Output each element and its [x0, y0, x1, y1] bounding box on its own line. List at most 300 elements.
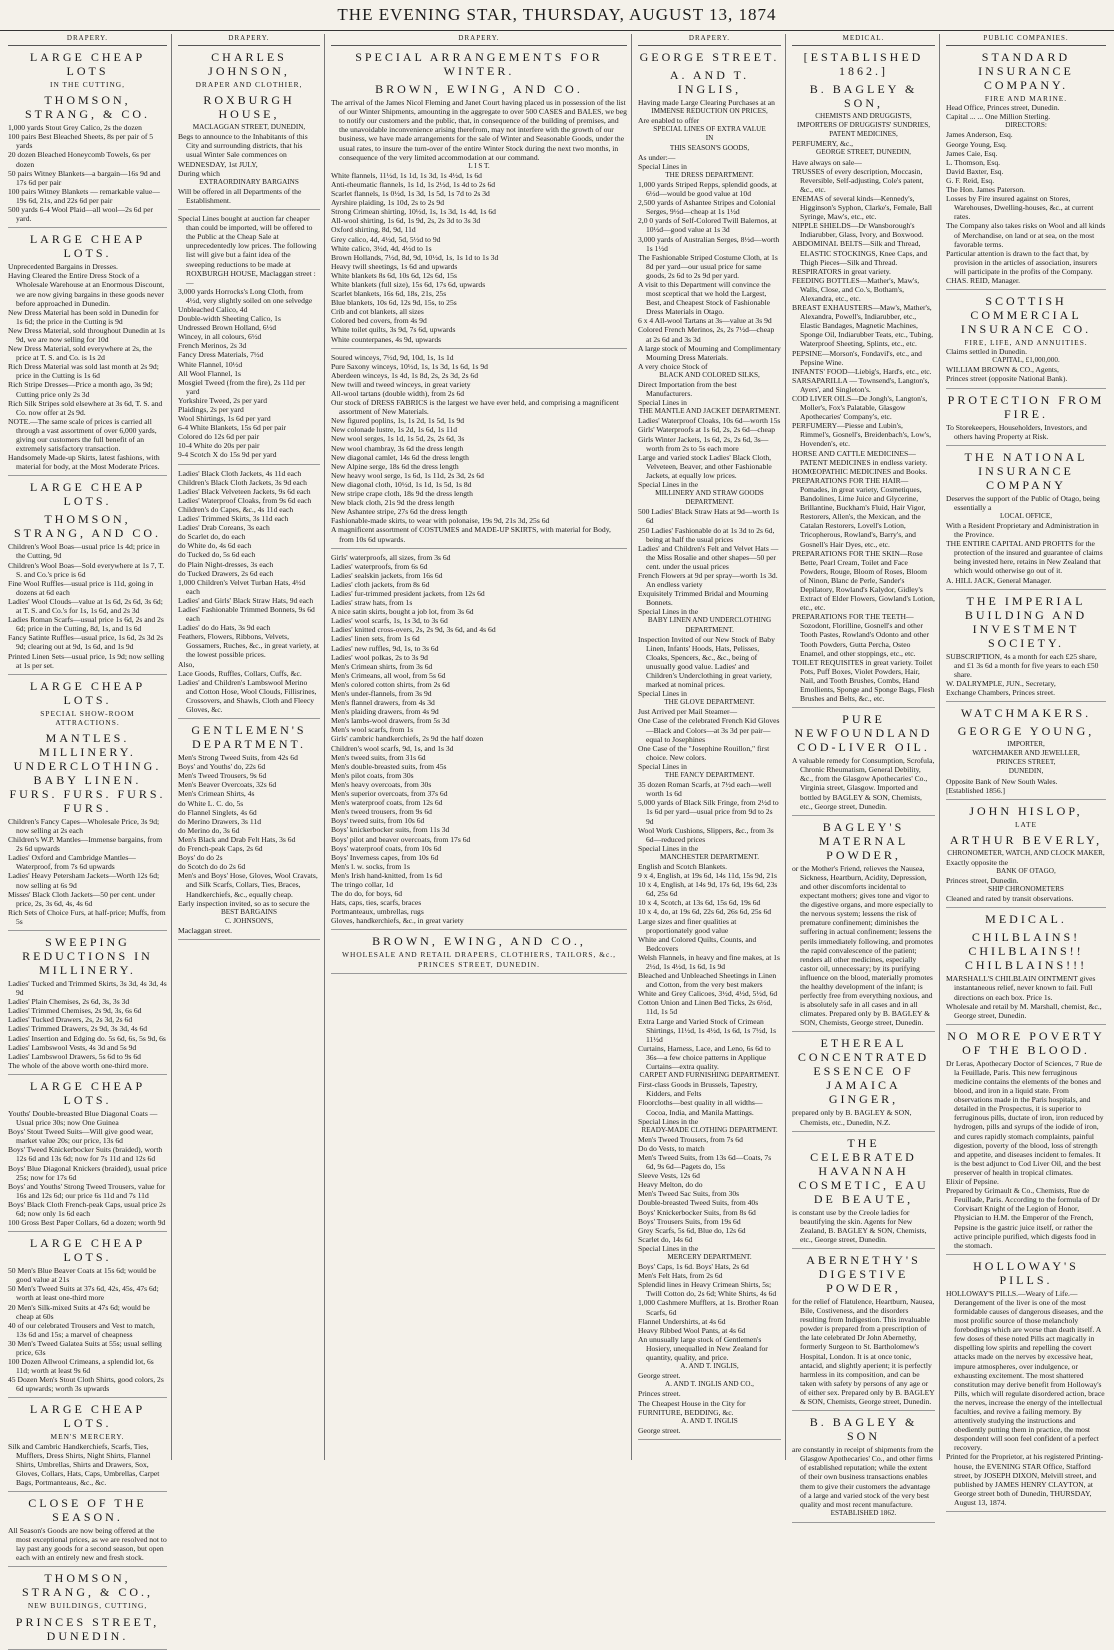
- ad-line: Heavy Melton, do do: [638, 1180, 703, 1190]
- ad-line: New colonade lustre, 1s 2d, 1s 6d, 1s 11d: [331, 425, 458, 435]
- ad-line: 10-4 White do 20s per pair: [178, 441, 260, 451]
- ad-line: Ladies' waterproofs, from 6s 6d: [331, 561, 428, 571]
- advertisement: [946, 804, 1106, 909]
- ad-title: GENTLEMEN'S DEPARTMENT.: [191, 723, 307, 752]
- ad-line: Lace Goods, Ruffles, Collars, Cuffs, &c.: [178, 668, 302, 678]
- ad-line: G. F. Reid, Esq.: [946, 175, 995, 185]
- ad-line: Unbleached Calico, 4d: [178, 304, 248, 314]
- ad-subheading: READY-MADE CLOTHING DEPARTMENT.: [641, 1125, 778, 1134]
- ad-line: Exquisitely Trimmed Bridal and Mourning Bonnets.: [638, 589, 769, 608]
- ad-firm-name: THOMSON, STRANG, & CO.: [24, 93, 150, 122]
- ad-line: is constant use by the Creole ladies for beautifying the skin. Agents for New Zealand, B. BAGLEY & SON, Chemists, etc., George street, Dunedin.: [792, 1207, 927, 1244]
- column-5: [788, 34, 940, 1517]
- ad-line: Princes street.: [638, 1389, 681, 1399]
- advertisement: [178, 469, 320, 720]
- ad-line: Ladies' Black Velveteen Jackets, 9s 6d each: [178, 486, 311, 496]
- ad-line: Ladies' Oxford and Cambridge Mantles—Waterproof, from 7s 6d upwards: [8, 853, 136, 872]
- ad-line: 500 Ladies' Black Straw Hats at 9d—worth 1s 6d: [638, 507, 779, 526]
- advertisement: [946, 706, 1106, 800]
- ad-line: A large stock of Mourning and Complimentary Mourning Dress Materials.: [638, 343, 781, 362]
- column-3: [327, 34, 632, 1460]
- ad-subheading: IMMENSE REDUCTION ON PRICES,: [651, 107, 768, 116]
- ad-line: Men's tweed trousers, from 9s 6d: [331, 807, 432, 817]
- ad-line: PREPARATIONS FOR THE HAIR—Pomades, in great variety, Cosmetiques, Bandolines, Lime Juice and Glycerine, Brillantine, Buckham's Fluid, Hair Vigor, Restorers, Allen's, the Mexican, and the Catalan Restorers, Lovell's Lotion, Tricopherous, Rowland's, Barry's, and Gosnell's Hair Dyes, etc., etc.: [792, 475, 926, 549]
- ad-line: The Hon. James Paterson.: [946, 185, 1026, 195]
- ad-line: Men's Crimean Shirts, 4s: [178, 789, 255, 799]
- ad-line: Fancy Dress Materials, 7½d: [178, 350, 264, 360]
- ad-line: Girls Winter Jackets, 1s 6d, 2s, 2s 6d, 3s—worth from 2s to 5s each more: [638, 434, 769, 453]
- ad-line: Ladies' Fashionable Trimmed Bonnets, 9s 6d each: [178, 604, 315, 624]
- ad-subheading: BANK OF OTAGO,: [996, 866, 1056, 875]
- ad-subheading: BABY LINEN AND UNDERCLOTHING DEPARTMENT.: [647, 616, 772, 634]
- ad-line: Colored bed covers, from 4s 9d: [331, 316, 427, 326]
- ad-title: THE CELEBRATED HAVANNAH COSMETIC, EAU DE BEAUTE,: [798, 1135, 929, 1206]
- ad-line: 2,0 0 yards of Self-Colored Twill Balernos, at 10½d—good value at 1s 3d: [638, 216, 777, 235]
- ad-line: Silk and Cambric Handkerchiefs, Scarfs, Ties, Mufflers, Dress Shirts, Night Shirts, Flannel Shirts, Umbrellas, Shirts and Drawers, Sox, Gloves, Collars, Hats, Caps, Umbrellas, Carpet Bags, Portmanteaus, &c., &c.: [8, 1441, 160, 1487]
- ad-line: HOLLOWAY'S PILLS.—Weary of Life.—Derangement of the liver is one of the most formidable causes of dangerous diseases, and the most prolific source of those melancholy forebodings which are worse than death itself. A few doses of these noted Pills act magically in dispelling low spirits and repelling the covert attacks made on the nerves by excessive heat, impure atmospheres, over indulgence, or exhausting excitement. The most shattered constitution may derive benefit from Holloway's Pills, which will regulate disordered action, brace the nerves, increase the energy of the intellectual faculties, and revive a failing memory. By attentively studying the instructions and obediently putting them in practice, the most despondent will soon feel confident of a perfect recovery.: [946, 1288, 1105, 1453]
- ad-line: Ladies' cloth jackets, from 8s 6d: [331, 579, 430, 589]
- ad-line: Children's do Capes, &c., 4s 11d each: [178, 504, 294, 514]
- ad-line: Handsomely Made-up Skirts, latest fashions, with material for body, at the Most Moderate Prices.: [8, 453, 160, 472]
- ad-line: James Caie, Esq.: [946, 148, 998, 158]
- ad-subheading: MANCHESTER DEPARTMENT.: [659, 852, 759, 861]
- ad-line: Ladies' Trimmed Skirts, 3s 11d each: [178, 514, 289, 524]
- ad-line: Flannel Undershirts, at 4s 6d: [638, 1316, 726, 1326]
- ad-line: Special Lines in: [638, 761, 687, 771]
- ad-line: do Flannel Singlets, 4s 6d: [178, 807, 257, 817]
- ad-line: do Merino do, 3s 6d: [178, 825, 240, 835]
- column-header: DRAPERY.: [331, 34, 627, 46]
- advertisement: [331, 353, 627, 549]
- ad-line: Ladies' and Children's Lambswool Merino and Cotton Hose, Wool Clouds, Fillisrines, Crossovers, and Shawls, Cloth and Fleecy Gloves, &c.: [178, 677, 317, 714]
- ad-line: WEDNESDAY, 1st JULY,: [178, 159, 258, 169]
- ad-line: 3,000 yards of Australian Serges, 8½d—worth 1s 1½d: [638, 234, 780, 253]
- ad-line: The do do, for boys, 6d: [331, 889, 403, 899]
- ad-line: Ladies' sealskin jackets, from 16s 6d: [331, 570, 443, 580]
- ad-line: NOTE.—The same scale of prices is carried all through a vast assortment of over 6,000 yards, giving our customers the full benefit of an extremely satisfactory transaction.: [8, 416, 157, 454]
- ad-line: One Case of the "Josephine Rouillon," first choice. New colors.: [638, 743, 770, 762]
- ad-line: Men's and Boys' Hose, Gloves, Wool Cravats, and Silk Scarfs, Collars, Ties, Braces, Handkerchiefs, &c., equally cheap.: [178, 871, 318, 899]
- ad-line: Unprecedented Bargains in Dresses.: [8, 262, 118, 272]
- ad-line: The tringo collar, 1d: [331, 879, 394, 889]
- ad-line: Our stock of DRESS FABRICS is the largest we have ever held, and comprising a magnificent assortment of New Materials.: [331, 398, 619, 417]
- ad-title: GEORGE STREET.: [639, 50, 780, 65]
- ad-line: White calico, 3½d, 4d, 4½d to 1s: [331, 243, 432, 253]
- ad-line: 10 x 4, do, at 19s 6d, 22s 6d, 26s 6d, 25s 6d: [638, 907, 772, 917]
- ad-line: Have always on sale—: [792, 157, 862, 167]
- ad-line: A nice satin skirts, bought a job lot, from 3s 6d: [331, 607, 474, 617]
- ad-line: Sleeve Vests, 12s 6d: [638, 1171, 700, 1181]
- ad-line: Men's Black and Drab Felt Hats, 3s 6d: [178, 834, 296, 844]
- ad-line: do White L. C. do, 5s: [178, 798, 244, 808]
- ad-line: Girls' cambric handkerchiefs, 2s 9d the half dozen: [331, 734, 484, 744]
- ad-line: 6 x 4 All-wool Tartans at 3s—value at 3s 9d: [638, 316, 772, 326]
- ad-line: Large sizes and finer qualities at proportionately good value: [638, 916, 737, 935]
- ad-line: Large and varied stock Ladies' Black Cloth, Velveteen, Beaver, and other Fashionable Jackets, at equally low prices.: [638, 452, 772, 480]
- advertisement: [8, 1079, 167, 1232]
- ad-line: Men's lambs-wool drawers, from 5s 3d: [331, 716, 450, 726]
- advertisement: [8, 1571, 167, 1649]
- ad-line: New twill and tweed winceys, in great variety: [331, 379, 471, 389]
- ad-line: Prepared by Grimault & Co., Chemists, Rue de Feuillade, Paris. According to the formula of Dr Corvisart Knight of the Legion of Honor, Physician to H.M. the Emperor of the French, Pepsine is the gastric juice itself, or rather the active principle purified, which digests food in the stomach.: [946, 1186, 1100, 1250]
- ad-title: CLOSE OF THE SEASON.: [28, 1496, 147, 1525]
- ad-title: THE NATIONAL INSURANCE COMPANY: [964, 449, 1088, 492]
- ad-title: JOHN HISLOP,: [969, 803, 1083, 818]
- ad-title: LARGE CHEAP LOTS.: [29, 1402, 146, 1431]
- ad-line: Maclaggan street.: [178, 925, 232, 935]
- ad-line: 50 Men's Tweed Suits at 37s 6d, 42s, 45s, 47s 6d; worth at least one-third more: [8, 1284, 159, 1303]
- ad-line: Cotton Union and Linen Bed Ticks, 2s 6½d, 11d, 1s 5d: [638, 998, 773, 1017]
- ad-subtitle: MEN'S MERCERY.: [50, 1432, 125, 1442]
- ad-line: do Scarlet do, do each: [178, 532, 246, 542]
- ad-line: Ayrshire plaiding, 1s 10d, 2s to 2s 9d: [331, 198, 444, 208]
- ad-line: Printed for the Proprietor, at his registered Printing-house, the EVENING STAR Office, Stafford street, by JOSEPH DIXON, Melvill street, and published by JAMES HENRY CLAYTON, at George street both of Dunedin, THURSDAY, August 13, 1874.: [946, 1452, 1104, 1507]
- ad-firm-name: CHILBLAINS! CHILBLAINS!! CHILBLAINS!!!: [964, 930, 1088, 973]
- ad-title: PROTECTION FROM FIRE.: [947, 392, 1105, 421]
- ad-line: Men's under-flannels, from 3s 9d: [331, 689, 432, 698]
- ad-subtitle: IN THE CUTTING,: [49, 80, 125, 90]
- ad-line: Claims settled in Dunedin.: [946, 347, 1027, 357]
- ad-line: Boys' tweed suits, from 10s 6d: [331, 816, 425, 826]
- advertisement: [331, 553, 627, 931]
- ad-line: PEPSINE—Morson's, Fondavil's, etc., and Pepsine Wine.: [792, 348, 922, 367]
- ad-line: All-wool shirting, 1s 6d, 1s 9d, 2s, 2s 3d to 3s 3d: [331, 216, 481, 226]
- ad-line: Cleaned and rated by transit observations.: [946, 894, 1074, 904]
- ad-line: A. HILL JACK, General Manager.: [946, 575, 1052, 585]
- ad-firm-name: ARTHUR BEVERLY,: [949, 832, 1103, 847]
- ad-line: do Tucked do, 5s 6d each: [178, 550, 256, 560]
- ad-line: Anti-rheumatic flannels, 1s 1d, 1s 2½d, 1s 4d to 2s 6d: [331, 179, 496, 189]
- ad-line: Undressed Brown Holland, 6½d: [178, 323, 277, 333]
- ad-line: One Case of the celebrated French Kid Gloves—Black and Colors—at 3s 3d per pair—equal to Josephines: [638, 716, 780, 744]
- ad-line: Direct Importation from the best Manufacturers.: [638, 380, 737, 399]
- ad-line: Men's Irish hand-knitted, from 1s 6d: [331, 870, 443, 880]
- ad-subheading: ESTABLISHED 1862.: [830, 1508, 897, 1517]
- ad-line: Men's Beaver Overcoats, 32s 6d: [178, 780, 277, 790]
- ad-subheading: C. JOHNSON'S,: [224, 916, 274, 925]
- ad-title: CHARLES JOHNSON,: [208, 50, 290, 79]
- ad-line: Head Office, Princes street, Dunedin.: [946, 103, 1060, 113]
- ad-line: All-wool tartans (double width), from 2s 6d: [331, 389, 465, 398]
- ad-line: Exchange Chambers, Princes street.: [946, 688, 1056, 698]
- ad-line: Blue blankets, 10s 6d, 12s 9d, 15s, to 25s: [331, 298, 457, 308]
- ad-line: Fashionable-made skirts, to wear with polonaise, 19s 9d, 21s 3d, 25s 6d: [331, 516, 550, 526]
- ad-line: Inspection Invited of our New Stock of Baby Linen, Infants' Hoods, Hats, Pelisses, Cloaks, Spencers, &c., &c., being of unusually good value. Ladies' and Children's Underclothing in great variety, marked at nominal prices.: [638, 634, 775, 690]
- column-header: DRAPERY.: [178, 34, 320, 46]
- ad-line: During which: [178, 168, 220, 178]
- ad-line: do Merino Drawers, 3s 11d: [178, 816, 262, 826]
- ad-line: 100 Gross Best Paper Collars, 6d a dozen; worth 9d: [8, 1218, 166, 1228]
- ad-title: BAGLEY'S MATERNAL POWDER,: [818, 819, 909, 862]
- ad-title: SWEEPING REDUCTIONS IN MILLINERY.: [22, 935, 153, 977]
- ad-line: Rich Silk Stripes sold elsewhere at 3s 6d, T. S. and Co. now offer at 2s 9d.: [8, 398, 163, 417]
- ad-line: Children's W.P. Mantles—Immense bargains, from 2s 6d upwards: [8, 835, 163, 854]
- ad-line: 1,000 Cashmere Mufflers, at 1s. Brother Roan Scarfs, 6d: [638, 1298, 779, 1317]
- ad-line: Heavy Ribbed Wool Pants, at 4s 6d: [638, 1325, 746, 1335]
- ad-subheading: CHEMISTS AND DRUGGISTS,: [815, 112, 912, 121]
- ad-subheading: MACLAGGAN STREET, DUNEDIN,: [192, 123, 306, 132]
- ad-line: Soured winceys, 7½d, 9d, 10d, 1s, 1s 1d: [331, 352, 454, 362]
- ad-line: Ladies' knitted cross-overs, 2s, 2s 9d, 3s 6d, and 4s 6d: [331, 625, 496, 635]
- ad-line: Men's waterproof coats, from 12s 6d: [331, 798, 443, 808]
- advertisement: [792, 1415, 935, 1523]
- ad-firm-name: GEORGE YOUNG,: [957, 724, 1095, 739]
- ad-line: Men's Tweed Sac Suits, from 30s: [638, 1189, 740, 1199]
- ad-title: SPECIAL ARRANGEMENTS FOR WINTER.: [355, 50, 603, 79]
- ad-firm-name: THOMSON, STRANG, AND CO.: [13, 512, 161, 541]
- ad-title: THOMSON, STRANG, & CO.,: [21, 1571, 153, 1600]
- ad-line: Splendid lines in Heavy Crimean Shirts, 5s; Twill Cotton do, 2s 6d; White Shirts, 4s 6d: [638, 1280, 777, 1299]
- ad-line: New heavy wool serge, 1s 6d, 1s 11d, 2s 3d, 2s 6d: [331, 470, 484, 480]
- ad-subtitle: SPECIAL SHOW-ROOM ATTRACTIONS.: [40, 708, 135, 727]
- ad-line: Wool Work Cushions, Slippers, &c., from 3s 6d—reduced prices: [638, 825, 774, 844]
- ad-line: 35 dozen Roman Scarfs, at 7½d each—well worth 1s 6d: [638, 780, 772, 799]
- ad-line: Ladies' Heavy Petersham Jackets—Worth 12s 6d; now selling at 6s 9d: [8, 871, 160, 890]
- ad-line: Yorkshire Tweed, 2s per yard: [178, 395, 268, 405]
- advertisement: [8, 50, 167, 228]
- ad-line: Plaidings, 2s per yard: [178, 405, 244, 414]
- ad-subtitle: NEW BUILDINGS, CUTTING,: [27, 1601, 148, 1611]
- ad-line: 9 x 4, English, at 19s 6d, 14s 11d, 15s 9d, 21s: [638, 871, 777, 881]
- ad-line: New diagonal camlet, 14s 6d the dress length: [331, 452, 469, 462]
- ad-line: 10 x 4, English, at 14s 9d, 17s 6d, 19s 6d, 23s 6d, 25s 6d: [638, 880, 778, 899]
- ad-line: A valuable remedy for Consumption, Scrofula, Chronic Rheumatism, General Debility, &c., from the Glasgow Apothecaries' Co., Virginia street, Glasgow. Imported and bottled by BAGLEY & SON, Chemists, etc., George street, Dunedin.: [792, 756, 935, 811]
- ad-subheading: EXTRAORDINARY BARGAINS: [199, 177, 299, 186]
- ad-line: Mosgiel Tweed (from the fire), 2s 11d per yard: [178, 377, 306, 396]
- ad-title: NO MORE POVERTY OF THE BLOOD.: [947, 1028, 1105, 1057]
- ad-title: THE IMPERIAL BUILDING AND INVESTMENT SOCIETY.: [964, 593, 1088, 650]
- ad-line: 40 of our celebrated Trousers and Vest to match, 13s 6d and 15s; a marvel of cheapness: [8, 1320, 155, 1339]
- advertisement: [331, 934, 627, 973]
- ad-line: Brown Hollands, 7½d, 8d, 9d, 10½d, 1s, 1s 1d to 1s 3d: [331, 252, 499, 262]
- ad-line: Ladies' and Children's Felt and Velvet Hats —the Miss Rosalie and other shapes—50 per cent. under the usual prices: [638, 543, 779, 571]
- advertisement: [946, 450, 1106, 590]
- ad-line: Men's plaiding drawers, from 4s 9d: [331, 707, 439, 717]
- ad-line: BREAST EXHAUSTERS—Maw's, Mather's, Alexandra, Powell's, Indiarubber, etc., Elastic Bandages, Magnetic Machines, Sponge Oil, Indiarubber Teats, etc., Tubing, Waterproof Sheeting, Splints, etc., etc.: [792, 303, 934, 349]
- ad-line: SUBSCRIPTION, 4s a month for each £25 share, and £1 3s 6d a month for five years to each £50 share.: [946, 651, 1099, 679]
- ad-line: W. DALRYMPLE, JUN., Secretary,: [946, 678, 1056, 688]
- ad-line: A magnificent assortment of COSTUMES and MADE-UP SKIRTS, with material for Body, from 10s 6d upwards.: [331, 525, 611, 544]
- ad-line: Special Lines in the: [638, 607, 699, 617]
- ad-line: Rich Dress Material was sold last month at 2s 9d; price in the Cutting is 1s 6d: [8, 362, 159, 381]
- ad-line: HORSE AND CATTLE MEDICINES—PATENT MEDICINES in endless variety.: [792, 448, 928, 467]
- ad-line: Men's colored cotton shirts, from 2s 6d: [331, 679, 450, 689]
- advertisement: [946, 912, 1106, 1024]
- ad-line: or the Mother's Friend, relieves the Nausea, Sickness, Heartburn, Acidity, Depression, and other discomforts incidental to expectant mothers; gives tone and vigor to the digestive organs, and more especially to the nervous system; lessens the risk of premature confinement; diminishes the suffering in actual confinement; lessens the perils immediately following, and promotes the rapid convalescence of the patient; renders all other medicines, especially castor oil, unnecessary; by its purifying influence on the blood, materially promotes the healthy development of the infant; is perfectly free from everything noxious, and is absolutely safe in all cases and in all climates. Prepared only by B. BAGLEY & SON, Chemists, George street, Dunedin.: [792, 863, 934, 1028]
- ad-line: Having Cleared the Entire Dress Stock of a Wholesale Warehouse at an Enormous Discount, we are now giving bargains in these goods never before approached in Dunedin.: [8, 271, 165, 308]
- ad-line: Pure Saxony winceys, 10½d, 1s, 1s 3d, 1s 6d, 1s 9d: [331, 361, 488, 371]
- ad-line: ABDOMINAL BELTS—Silk and Thread, ELASTIC STOCKINGS, Knee Caps, and Thigh Pieces—Silk and Thread.: [792, 239, 928, 267]
- ad-firm-name: A. AND T. INGLIS,: [669, 68, 750, 97]
- ad-line: Double-width Sheeting Calico, 1s: [178, 314, 281, 324]
- ad-line: Scarlet flannels, 1s 0½d, 1s 3d, 1s 5d, 1s 7d to 2s 3d: [331, 189, 490, 199]
- advertisement: [792, 820, 935, 1033]
- ad-line: do Tucked Drawers, 2s 6d each: [178, 568, 274, 578]
- ad-line: Wincey, in all colours, 6½d: [178, 332, 262, 342]
- ad-firm-name: B. BAGLEY & SON,: [809, 82, 918, 111]
- ad-line: New diagonal cloth, 10½d, 1s 1d, 1s 5d, 1s 8d: [331, 479, 472, 489]
- ad-line: 20 Men's Silk-mixed Suits at 47s 6d; would be cheap at 60s: [8, 1302, 150, 1321]
- ad-line: First-class Goods in Brussels, Tapestry, Kidders, and Felts: [638, 1080, 758, 1099]
- ad-line: WILLIAM BROWN & CO., Agents,: [946, 365, 1059, 375]
- ad-line: Ladies' Tucked Drawers, 2s, 2s 3d, 2s 6d: [8, 1015, 133, 1025]
- ad-line: An unusually large stock of Gentlemen's Hosiery, unequalled in New Zealand for quantity, quality, and price.: [638, 1334, 768, 1363]
- ad-line: The arrival of the James Nicol Fleming and Janet Court having placed us in possession of the list of our Winter Shipments, amounting in the aggregate to over 500 CASES and BALES, we beg to notify our customers and the public, that, in consequence of the building of premises, and the unavoidable inconvenience arising therefrom, may not interfere with the growth of our business, we have made arrangements for the sale of Winter and Seasonable Goods, under the usual rates, to insure the turn-over of the entire Winter Stock during the next two months, in consequence of the very limited accommodation at our command.: [331, 98, 627, 162]
- ad-line: Men's superior overcoats, from 37s 6d: [331, 789, 448, 799]
- ad-line: Colored do 12s 6d per pair: [178, 432, 260, 442]
- ad-line: White counterpanes, 4s 9d, upwards: [331, 334, 442, 344]
- advertisement: [178, 723, 320, 940]
- ad-firm-name: MANTLES. MILLINERY. UNDERCLOTHING. BABY LINEN. FURS. FURS. FURS. FURS.: [9, 730, 166, 815]
- ad-line: 1,000 yards Striped Repps, splendid goods, at 6½d—would be good value at 10d: [638, 179, 777, 199]
- advertisement: [946, 50, 1106, 290]
- ad-line: Ladies' Tucked and Trimmed Skirts, 3s 3d, 4s 3d, 4s 9d: [8, 979, 167, 998]
- ad-line: Particular attention is drawn to the fact that, by provision in the articles of association, insurers will participate in the profits of the Company.: [946, 248, 1098, 276]
- ad-title: ETHEREAL CONCENTRATED ESSENCE OF JAMAICA GINGER,: [797, 1036, 930, 1107]
- ad-line: 10 x 4, Scotch, at 13s 6d, 15s 6d, 19s 6d: [638, 898, 761, 908]
- ad-line: New Dress Material has been sold in Dunedin for 1s 6d; the price in the Cutting is 9d: [8, 307, 159, 326]
- ad-line: New Alpine serge, 18s 6d the dress length: [331, 461, 459, 471]
- ad-line: Boys' Stout Tweed Suits—Will give good wear, market value 20s; our price, 13s 6d: [8, 1127, 153, 1146]
- ad-line: CHAS. REID, Manager.: [946, 275, 1021, 285]
- ad-line: The Fashionable Striped Costume Cloth, at 1s 8d per yard—our usual price for same goods, 2s 6d to 2s 9d per yard.: [638, 252, 778, 280]
- ad-line: Feathers, Flowers, Ribbons, Velvets, Gossamers, Ruches, &c., in great variety, at the lowest possible prices.: [178, 632, 319, 660]
- ad-line: New stripe crape cloth, 18s 9d the dress length: [331, 489, 473, 499]
- masthead: THE EVENING STAR, THURSDAY, AUGUST 13, 1874: [0, 0, 1114, 31]
- ad-line: Men's pilot coats, from 30s: [331, 770, 414, 780]
- ad-line: Printed Linen Sets—usual price, 1s 9d; now selling at 1s per set.: [8, 651, 165, 670]
- ad-line: Ladies' Trimmed Drawers, 2s 9d, 3s 3d, 4s 6d: [8, 1024, 148, 1034]
- ad-line: Ladies' linen sets, from 1s 6d: [331, 634, 420, 644]
- ad-subheading: THE GLOVE DEPARTMENT.: [664, 698, 755, 707]
- ad-line: New wool serges, 1s 1d, 1s 5d, 2s, 2s 6d, 3s: [331, 434, 465, 444]
- ad-title: LARGE CHEAP LOTS.: [29, 1236, 146, 1265]
- ad-line: Boys' Tweed Knickerbocker Suits (braided), worth 12s 6d and 13s 6d; now for 7s 11d and 12s 6d: [8, 1145, 163, 1164]
- ad-subtitle: LATE: [1014, 819, 1038, 829]
- ad-line: TRUSSES of every description, Moccasin, Reversible, Self-adjusting, Cole's patent, &c., etc.: [792, 166, 924, 194]
- ad-line: Colored French Merinos, 2s, 2s 7½d—cheap at 2s 6d and 3s 3d: [638, 325, 775, 344]
- ad-line: White blankets 8s 6d, 10s 6d, 12s 6d, 15s: [331, 270, 457, 280]
- advertisement: [638, 50, 781, 1440]
- ad-line: Men's Felt Hats, from 2s 6d: [638, 1271, 723, 1281]
- ad-title: MEDICAL.: [985, 912, 1067, 927]
- ad-line: Curtains, Harness, Lace, and Leno, 6s 6d to 36s—a few choice patterns in Applique Curtains—extra quality.: [638, 1043, 771, 1072]
- ad-line: New wool chambray, 3s 6d the dress length: [331, 443, 464, 453]
- ad-line: All Wool Flannel, 1s: [178, 368, 241, 378]
- ad-line: FEEDING BOTTLES—Mather's, Maw's, Walls, Close, and Co.'s, Botham's, Alexandra, etc., etc.: [792, 275, 920, 303]
- ad-line: do French-peak Caps, 2s 6d: [178, 844, 263, 854]
- ad-subtitle: DRAPER AND CLOTHIER,: [195, 80, 303, 90]
- advertisement: [792, 1036, 935, 1131]
- advertisement: [331, 50, 627, 349]
- ad-line: The Cheapest House in the City for: [638, 1398, 746, 1408]
- ad-line: Special Lines in: [638, 689, 687, 699]
- ad-line: Ladies' wool polkas, 2s to 3s 9d: [331, 652, 428, 662]
- ad-line: Grey calico, 4d, 4½d, 5d, 5½d to 9d: [331, 234, 441, 244]
- ad-line: Children's Black Cloth Jackets, 3s 9d each: [178, 477, 307, 487]
- ad-line: Extra Large and Varied Stock of Crimean Shirtings, 11½d, 1s 4½d, 1s 6d, 1s 7½d, 1s 11½d: [638, 1016, 777, 1044]
- ad-subheading: LOCAL OFFICE,: [999, 511, 1053, 520]
- ad-line: Men's flannel drawers, from 4s 3d: [331, 698, 435, 708]
- ad-line: Crib and cot blankets, all sizes: [331, 307, 424, 317]
- ad-line: 20 dozen Bleached Honeycomb Towels, 6s per dozen: [8, 150, 151, 169]
- ad-line: for the relief of Flatulence, Heartburn, Nausea, Bile, Costiveness, and the disorders resulting from Indigestion. This invaluable powder is prepared from a prescription of the late celebrated Dr John Abernethy, formerly Surgeon to St. Bartholomew's Hospital, London. It is at once tonic, antacid, and slightly aperient; it is perfectly harmless in its composition, and can be taken with safety by persons of any age or of either sex. Prepared only by B. BAGLEY & SON, Chemists, George street, Dunedin.: [792, 1297, 935, 1407]
- ad-line: Opposite Bank of New South Wales.: [946, 776, 1058, 786]
- ad-subheading: DIRECTORS:: [1005, 121, 1047, 130]
- ad-subheading: A. AND T. INGLIS: [681, 1416, 738, 1425]
- ad-line: [Established 1856.]: [946, 785, 1006, 795]
- ad-line: English and Scotch Blankets.: [638, 861, 728, 871]
- ad-line: Are enabled to offer: [638, 116, 700, 126]
- ad-line: Losses by Fire insured against on Stores, Warehouses, Dwelling-houses, &c., at current rates.: [946, 194, 1094, 222]
- ad-line: Boys' Blue Diagonal Knickers (braided), usual price 25s; now for 17s 6d: [8, 1163, 167, 1182]
- ad-line: Men's l. w. socks, from 1s: [331, 861, 410, 871]
- ad-subheading: BLACK AND COLORED SILKS,: [659, 370, 760, 379]
- ad-line: prepared only by B. BAGLEY & SON, Chemists, etc., Dunedin, N.Z.: [792, 1108, 912, 1127]
- ad-line: Special Lines in the: [638, 843, 699, 853]
- ad-title: STANDARD INSURANCE COMPANY.: [978, 50, 1074, 93]
- ad-title: ABERNETHY'S DIGESTIVE POWDER,: [806, 1253, 921, 1295]
- ad-line: Men's heavy overcoats, from 30s: [331, 779, 432, 789]
- ad-line: Boys' and Youths' Strong Tweed Trousers, value for 16s and 12s 6d; our price 6s 11d and 7s 11d: [8, 1181, 166, 1200]
- advertisement: [8, 232, 167, 476]
- ad-line: Also,: [178, 659, 195, 669]
- ad-line: Girls' Waterproofs at 1s 6d, 2s, 2s 6d—cheap: [638, 425, 776, 435]
- advertisement: [8, 480, 167, 674]
- ad-line: Ladies' Wool Clouds—value at 1s 6d, 2s 6d, 3s 6d; at T. S. and Co.'s for 1s, 1s 6d, and 2s 3d: [8, 596, 163, 616]
- advertisement: [8, 1236, 167, 1398]
- ad-line: Ladies' fur-trimmed president jackets, from 12s 6d: [331, 588, 485, 598]
- column-header: MEDICAL.: [792, 34, 935, 46]
- ad-line: Fancy Satinte Ruffles—usual price, 1s 6d, 2s 3d 2s 9d; clearing out at 9d, 1s 6d, and 1s 9d: [8, 633, 164, 652]
- ad-title: SCOTTISH COMMERCIAL INSURANCE CO.: [960, 294, 1092, 337]
- ad-line: do White do, 4s 6d each: [178, 541, 252, 551]
- ad-line: Boys' pilot and beaver overcoats, from 17s 6d: [331, 834, 471, 844]
- column-header: DRAPERY.: [638, 34, 781, 46]
- advertisement: [946, 393, 1106, 446]
- ad-firm-name: BROWN, EWING, AND CO.: [375, 82, 583, 97]
- ad-line: 1,000 Children's Velvet Turban Hats, 4½d each: [178, 577, 306, 596]
- ad-line: PERFUMERY, &c.,: [792, 139, 854, 149]
- ad-subheading: IMPORTERS OF DRUGGISTS' SUNDRIES, PATENT MEDICINES,: [796, 121, 931, 139]
- ad-title: LARGE CHEAP LOTS.: [29, 232, 146, 261]
- ad-subtitle: FIRE, LIFE, AND ANNUITIES.: [964, 338, 1088, 348]
- ad-line: TOILET REQUISITES in great variety. Toilet Pots, Puff Boxes, Violet Powders, Hair, Nail, and Tooth Brushes, Combs, Hand Emollients, Sponge and Sponge Bags, Flesh Brushes and Belts, &c., etc.: [792, 657, 935, 704]
- ad-line: PERFUMERY—Piesse and Lubin's, Rimmel's, Gosnell's, Breidenbach's, Low's, Hovenden's, etc.: [792, 421, 931, 449]
- ad-line: Gloves, handkerchiefs, &c., in great variety: [331, 916, 464, 926]
- ad-line: Oxford shirting, 8d, 9d, 11d: [331, 225, 416, 235]
- ad-line: Boys' and Youths' do, 22s 6d: [178, 762, 266, 772]
- ad-line: Boys' do do 2s: [178, 853, 223, 863]
- ad-title: [ESTABLISHED 1862.]: [803, 50, 924, 79]
- ad-line: Men's Tweed Trousers, 9s 6d: [178, 771, 267, 781]
- ad-line: Men's Tweed Suits, from 13s 6d—Coats, 7s 6d, 9s 6d—Pagets do, 15s: [638, 1152, 772, 1172]
- ad-line: Boys' knickerbocker suits, from 11s 3d: [331, 825, 450, 835]
- ad-title: B. BAGLEY & SON: [809, 1415, 918, 1444]
- ad-subheading: L I S T.: [468, 161, 490, 170]
- column-4: [634, 34, 786, 1460]
- ad-line: George street.: [638, 1371, 681, 1381]
- ad-subheading: CARPET AND FURNISHING DEPARTMENT.: [639, 1071, 780, 1080]
- ad-line: NIPPLE SHIELDS—Dr Wansborough's Indiarubber, Glass, Ivory, and Boxwood.: [792, 221, 924, 240]
- advertisement: [8, 1496, 167, 1567]
- ad-line: All Season's Goods are now being offered at the most exceptional prices, as we are resolved not to lay past any goods for a second season, but open each with an entirely new and fresh stock.: [8, 1526, 167, 1563]
- ad-title: LARGE CHEAP LOTS.: [29, 678, 146, 707]
- ad-title: HOLLOWAY'S PILLS.: [973, 1258, 1079, 1287]
- ad-line: The Company also takes risks on Wool and all kinds of Merchandise, on land or at sea, on the most favorable terms.: [946, 221, 1106, 249]
- ad-title: BROWN, EWING, AND CO.,: [372, 934, 586, 949]
- ad-line: Dr Leras, Apothecary Doctor of Sciences, 7 Rue de la Feuillade, Paris. This new ferruginous medicine contains the elements of the bones and blood, and iron in a liquid state. From observations made in the Paris hospitals, and detailed in the Prospectus, it is superior to ferruginous pills, ductate of iron, iron reduced by hydrogen, pills and syrups of the iodide of iron, and cures rapidly stomach complaints, painful digestion, poverty of the blood, loss of strength and appetite, and diseases incident to females. It is the best adjunct to Cod Liver Oil, and the best preserver of health in tropical climates.: [946, 1058, 1104, 1177]
